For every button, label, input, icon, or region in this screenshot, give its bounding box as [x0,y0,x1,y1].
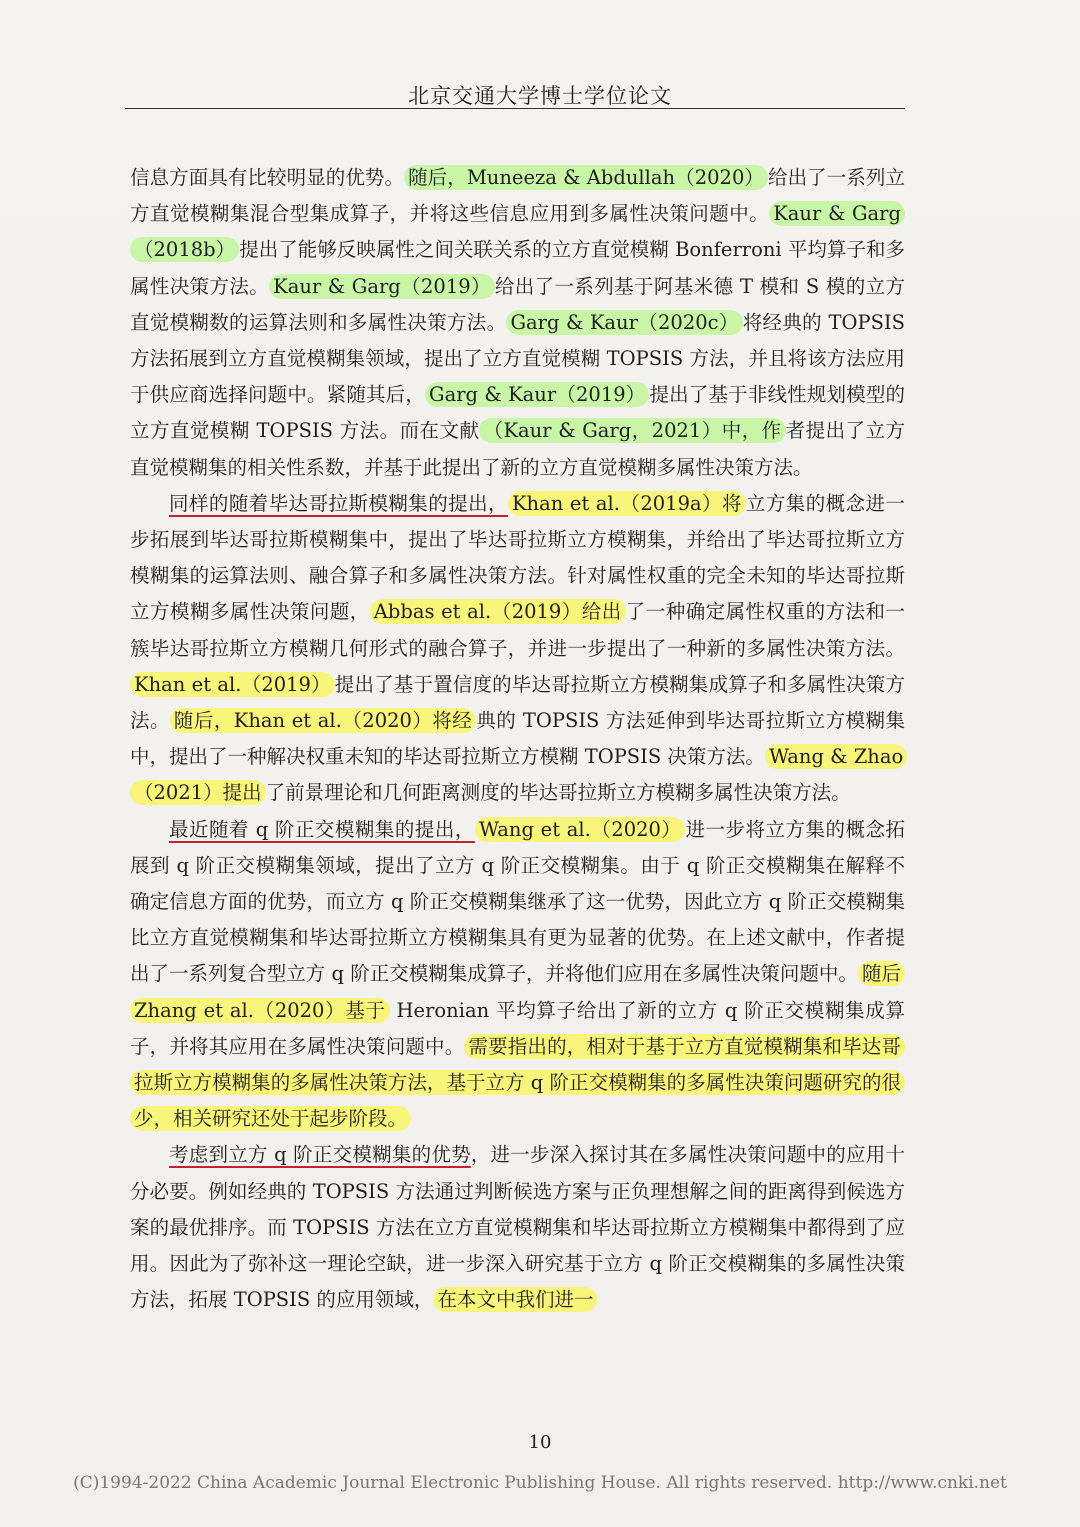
yellow-highlight: Wang et al.（2020） [475,817,686,842]
text-run: 了一种确定属性权重的方法和一簇毕达哥拉斯立方模糊几何形式的融合算子，并进一步提出了一种新的多属性决策方法。 [130,600,905,660]
green-highlight: Garg & Kaur（2020c） [506,310,742,335]
text-run: 提出了基于置信度的毕达哥拉斯立方模糊集成算子和多属性决策方法。 [130,672,905,733]
text-run: 给出了一系列基于阿基米德 T 模和 S 模的立方直觉模糊数的运算法则和多属性决策方法。 [130,274,905,334]
text-run: 了前景理论和几何距离测度的毕达哥拉斯立方模糊多属性决策方法。 [265,781,851,805]
yellow-highlight: 需要指出的，相对于基于立方直觉模糊集和毕达哥拉斯立方模糊集的多属性决策方法，基于立方 q 阶正交模糊集的多属性决策问题研究的很少，相关研究还处于起步阶段。 [130,1034,905,1131]
paragraph-1 [130,160,905,486]
text-run: 典的 TOPSIS 方法延伸到毕达哥拉斯立方模糊集中，提出了一种解决权重未知的毕达哥拉斯立方模糊 TOPSIS 决策方法。 [130,709,905,769]
header-rule [125,108,905,109]
green-highlight: 随后，Muneeza & Abdullah（2020） [404,165,768,190]
underlined-text: 最近随着 q 阶正交模糊集的提出， [169,817,475,841]
text-run: 将经典的 TOPSIS 方法拓展到立方直觉模糊集领域，提出了立方直觉模糊 TOPSIS 方法，并且将该方法应用于供应商选择问题中。紧随其后， [130,310,905,407]
body-text [130,160,905,1319]
text-run: Heronian 平均算子给出了新的立方 q 阶正交模糊集成算子，并将其应用在多属性决策问题中。 [130,998,905,1058]
page-number: 10 [528,1432,552,1453]
paragraph-4 [130,1137,905,1318]
yellow-highlight: 在本文中我们进一 [433,1287,597,1312]
running-header: 北京交通大学博士学位论文 [408,84,672,108]
text-run: 给出了一系列立方直觉模糊集混合型集成算子，并将这些信息应用到多属性决策问题中。 [130,166,905,226]
green-highlight: Garg & Kaur（2019） [425,382,649,407]
text-run: 提出了能够反映属性之间关联关系的立方直觉模糊 Bonferroni 平均算子和多属性决策方法。 [130,238,906,298]
text-run: 信息方面具有比较明显的优势。 [130,166,405,189]
text-run: 提出了基于非线性规划模型的立方直觉模糊 TOPSIS 方法。而在文献 [130,383,905,443]
paragraph-3 [130,812,905,1138]
text-run: 者提出了立方直觉模糊集的相关性系数，并基于此提出了新的立方直觉模糊多属性决策方法。 [130,419,905,479]
text-run: 进一步将立方集的概念拓展到 q 阶正交模糊集领域，提出了立方 q 阶正交模糊集。由于 q 阶正交模糊集在解释不确定信息方面的优势，而立方 q 阶正交模糊集继承了这一优势，因此立方 q 阶正交模糊集比立方直觉模糊集和毕达哥拉斯立方模糊集具有更为显著的优势。在上述文献中，作者提出了一系列复合型立方 q 阶正交模糊集成算子，并将他们应用在多属性决策问题中。 [130,817,905,986]
yellow-highlight: Khan et al.（2019） [130,672,335,697]
paragraph-2 [130,486,905,812]
yellow-highlight: Khan et al.（2019a）将 [508,491,746,516]
yellow-highlight: 随后，Khan et al.（2020）将经 [170,708,476,733]
text-run: ，进一步深入探讨其在多属性决策问题中的应用十分必要。例如经典的 TOPSIS 方法通过判断候选方案与正负理想解之间的距离得到候选方案的最优排序。而 TOPSIS 方法在立方直觉模糊集和毕达哥拉斯立方模糊集中都得到了应用。因此为了弥补这一理论空缺，进一步深入研究基于立方 q 阶正交模糊集的多属性决策方法，拓展 TOPSIS 的应用领域， [130,1143,905,1312]
green-highlight: Kaur & Garg（2018b） [130,201,905,262]
yellow-highlight: 随后 Zhang et al.（2020）基于 [130,961,905,1022]
copyright-footer: (C)1994-2022 China Academic Journal Electronic Publishing House. All rights reserved. http://www.cnki.net [73,1473,1007,1493]
underlined-text: 考虑到立方 q 阶正交模糊集的优势 [169,1143,471,1167]
text-run: 立方集的概念进一步拓展到毕达哥拉斯模糊集中，提出了毕达哥拉斯立方模糊集，并给出了毕达哥拉斯立方模糊集的运算法则、融合算子和多属性决策方法。针对属性权重的完全未知的毕达哥拉斯立方模糊多属性决策问题， [130,491,905,624]
underlined-text: 同样的随着毕达哥拉斯模糊集的提出， [169,491,508,515]
green-highlight: Kaur & Garg（2019） [269,274,495,299]
green-highlight: （Kaur & Garg，2021）中，作 [479,418,785,443]
yellow-highlight: Wang & Zhao（2021）提出 [130,744,907,805]
yellow-highlight: Abbas et al.（2019）给出 [370,599,626,624]
